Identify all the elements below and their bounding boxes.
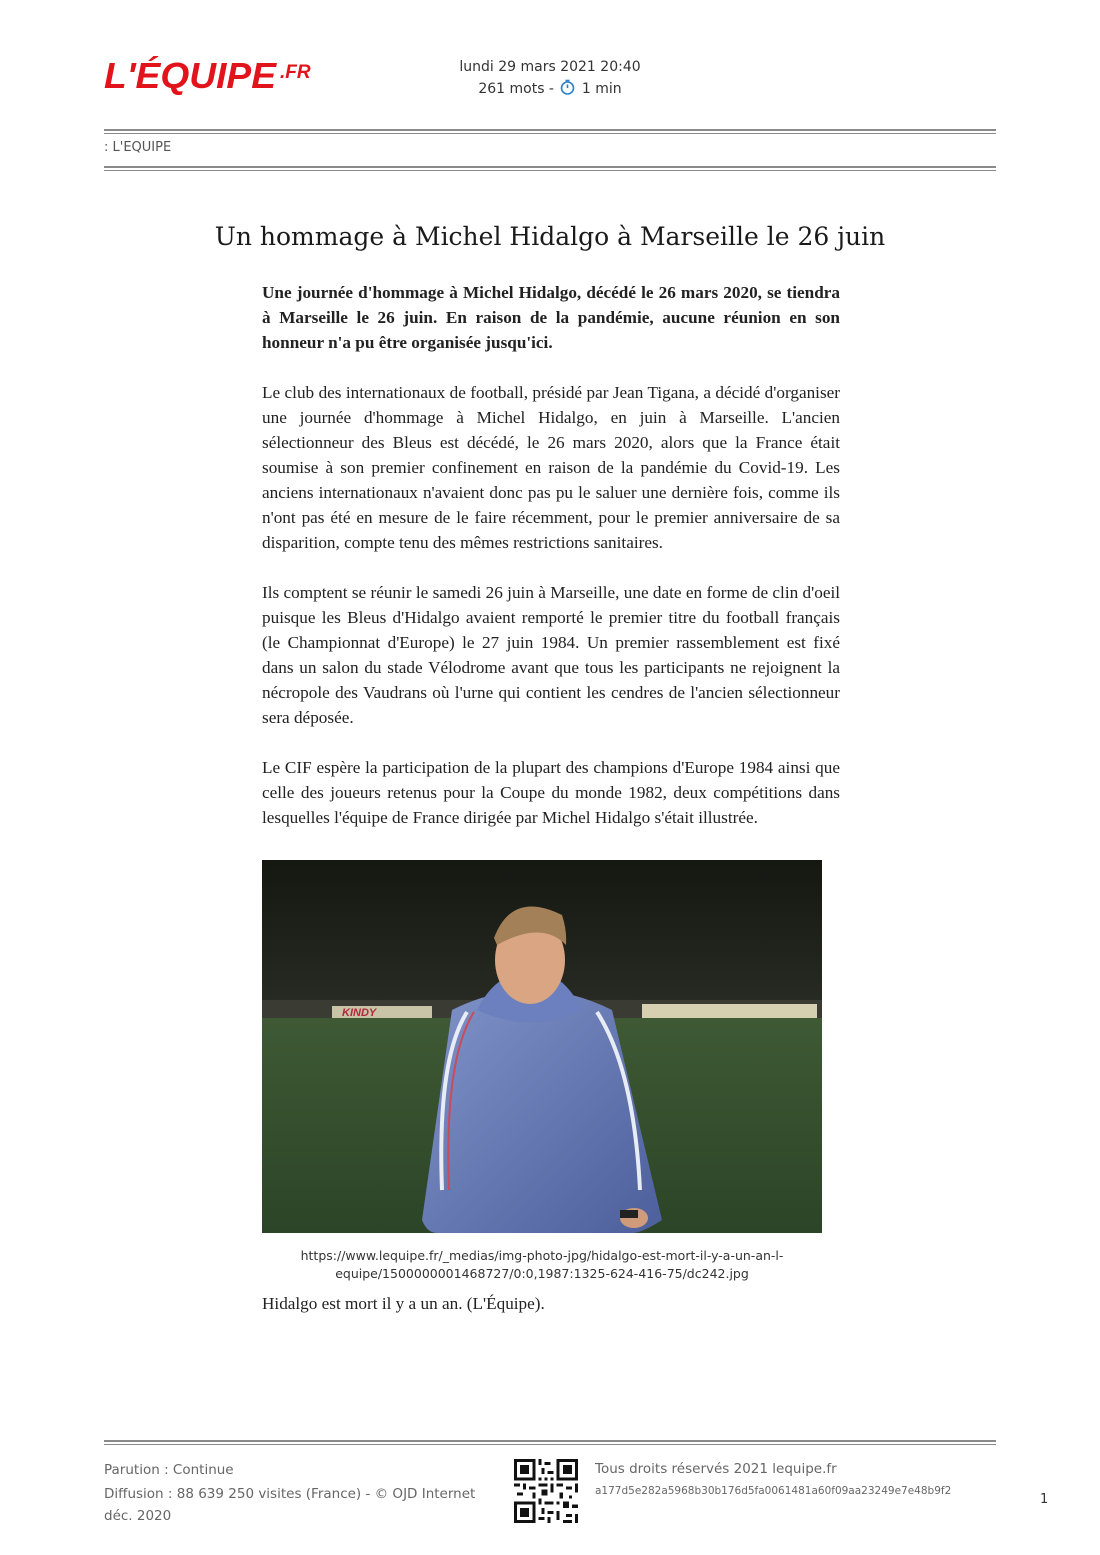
article-paragraph: Le CIF espère la participation de la plupart des champions d'Europe 1984 ainsi que celle des joueurs retenus pour la Coupe du monde 1982, deux compétitions dans lesquelles l'équipe de France dirigée par Michel Hidalgo s'était illustrée. [262,758,840,827]
qr-code-icon [514,1459,578,1523]
stopwatch-icon [560,79,575,102]
lequipe-logo [104,52,334,98]
article-paragraph: Ils comptent se réunir le samedi 26 juin à Marseille, une date en forme de clin d'oeil puisque les Bleus d'Hidalgo avaient remporté le premier titre du football français (le Championnat d'Europe) le 27 juin 1984. Un premier rassemblement est fixé dans un salon du stade Vélodrome avant que tous les participants ne rejoignent la nécropole des Vaudrans où l'urne qui contient les cendres de l'ancien sélectionneur sera déposée. [262,583,840,727]
article-title: Un hommage à Michel Hidalgo à Marseille le 26 juin [214,222,886,251]
image-source-url [262,1247,822,1283]
article-meta [440,56,660,102]
image-url-line: equipe/1500000001468727/0:0,1987:1325-624-416-75/dc242.jpg [335,1266,749,1281]
diffusion-text: Diffusion : 88 639 250 visites (France) - © OJD Internet déc. 2020 [104,1486,476,1524]
source-label: : L'EQUIPE [104,140,172,155]
stadium-board-text: KINDY [342,1007,377,1019]
parution-text: Parution : Continue [104,1462,234,1478]
logo-wordmark: L'ÉQUIPE [104,55,278,96]
article-photo [262,860,822,1233]
header-rule-bottom [104,166,996,171]
article-lead: Une journée d'hommage à Michel Hidalgo, décédé le 26 mars 2020, se tiendra à Marseille le 26 juin. En raison de la pandémie, aucune réunion en son honneur n'a pu être organisée jusqu'ici. [262,283,840,352]
article-body [262,280,840,855]
read-time: 1 min [581,81,622,97]
publication-date: lundi 29 mars 2021 20:40 [459,59,641,75]
page-number: 1 [1040,1492,1049,1507]
word-count: 261 mots - [478,81,554,97]
document-hash: a177d5e282a5968b30b176d5fa0061481a60f09aa23249e7e48b9f2 [595,1485,952,1497]
image-url-line: https://www.lequipe.fr/_medias/img-photo-jpg/hidalgo-est-mort-il-y-a-un-an-l- [300,1248,784,1263]
footer-rule [104,1440,996,1445]
rights-text: Tous droits réservés 2021 lequipe.fr [595,1461,837,1477]
footer-rights [595,1459,995,1501]
photo-caption: Hidalgo est mort il y a un an. (L'Équipe). [262,1294,545,1313]
article-paragraph: Le club des internationaux de football, présidé par Jean Tigana, a décidé d'organiser une journée d'hommage à Michel Hidalgo, en juin à Marseille. L'ancien sélectionneur des Bleus est décédé, le 26 mars 2020, alors que la France était soumise à son premier confinement en raison de la pandémie du Covid-19. Les anciens internationaux n'avaient donc pas pu le saluer une dernière fois, comme ils n'ont pas été en mesure de le faire récemment, pour le premier anniversaire de sa disparition, compte tenu des mêmes restrictions sanitaires. [262,383,840,552]
reading-info [440,78,660,102]
logo-suffix: .FR [280,62,311,83]
footer-info [104,1459,504,1527]
header-rule-top [104,129,996,134]
